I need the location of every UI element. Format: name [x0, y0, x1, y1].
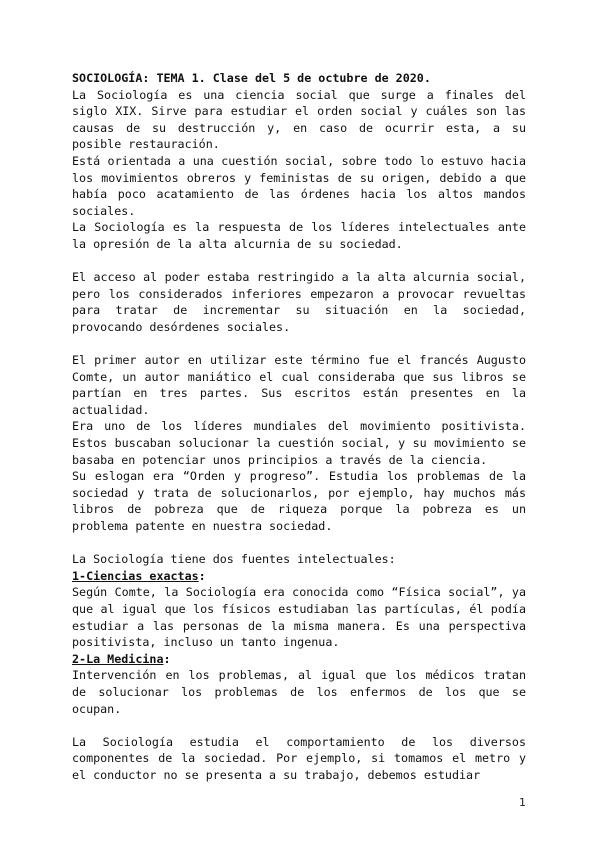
- final-paragraph: La Sociología estudia el comportamiento de los diversos componentes de la sociedad. Por ejemplo, si tomamos el metro y el conductor no se presenta a su trabajo, debemos estudiar: [72, 734, 526, 782]
- intro-paragraph-1: La Sociología es una ciencia social que surge a finales del siglo XIX. Sirve para estudiar el orden social y cuáles son las causas de su destrucción y, en caso de ocurrir esta, a su posible restauración.: [72, 87, 526, 152]
- spacer: [72, 253, 526, 270]
- source-2-heading-text: 2-La Medicina: [72, 651, 164, 666]
- intro-paragraph-2: Está orientada a una cuestión social, sobre todo lo estuvo hacia los movimientos obreros y feministas de su origen, debido a que había poco acatamiento de las órdenes hacia los altos mandos sociales.: [72, 153, 526, 218]
- source-1-heading: [72, 568, 526, 585]
- document-page: [72, 70, 526, 784]
- comte-paragraph-1: El primer autor en utilizar este término fue el francés Augusto Comte, un autor maniático el cual consideraba que sus libros se partían en tres partes. Sus escritos están presentes en la actualidad.: [72, 353, 526, 417]
- document-title: SOCIOLOGÍA: TEMA 1. Clase del 5 de octubre de 2020.: [72, 71, 431, 85]
- access-paragraph: El acceso al poder estaba restringido a la alta alcurnia social, pero los considerados inferiores empezaron a provocar revueltas para tratar de incrementar su situación en la sociedad, provocando desórdenes sociales.: [72, 270, 526, 334]
- comte-paragraph-2: Era uno de los líderes mundiales del movimiento positivista. Estos buscaban solucionar la cuestión social, y su movimiento se basaba en potenciar unos principios a través de la ciencia.: [72, 419, 526, 467]
- spacer: [72, 717, 526, 734]
- source-2-heading: [72, 651, 526, 668]
- source-2-text: Intervención en los problemas, al igual que los médicos tratan de solucionar los problemas de los enfermos de los que se ocupan.: [72, 668, 526, 716]
- comte-paragraph-3: Su eslogan era “Orden y progreso”. Estudia los problemas de la sociedad y trata de solucionarlos, por ejemplo, hay muchos más libros de pobreza que de riqueza porque la pobreza es un problema patente en nuestra sociedad.: [72, 469, 526, 534]
- page-number: 1: [519, 796, 526, 809]
- spacer: [72, 336, 526, 353]
- spacer: [72, 535, 526, 552]
- heading-colon: :: [163, 651, 171, 666]
- source-1-text: Según Comte, la Sociología era conocida como “Física social”, ya que al igual que los físicos estudiaban las partículas, él podía estudiar a las personas de la misma manera. Es una perspectiva positivista, incluso un tanto ingenua.: [72, 585, 526, 650]
- sources-intro: La Sociología tiene dos fuentes intelectuales:: [72, 552, 396, 567]
- heading-colon: :: [198, 568, 206, 583]
- intro-paragraph-3: La Sociología es la respuesta de los líderes intelectuales ante la opresión de la alta alcurnia de su sociedad.: [72, 220, 526, 251]
- source-1-heading-text: 1-Ciencias exactas: [72, 568, 199, 583]
